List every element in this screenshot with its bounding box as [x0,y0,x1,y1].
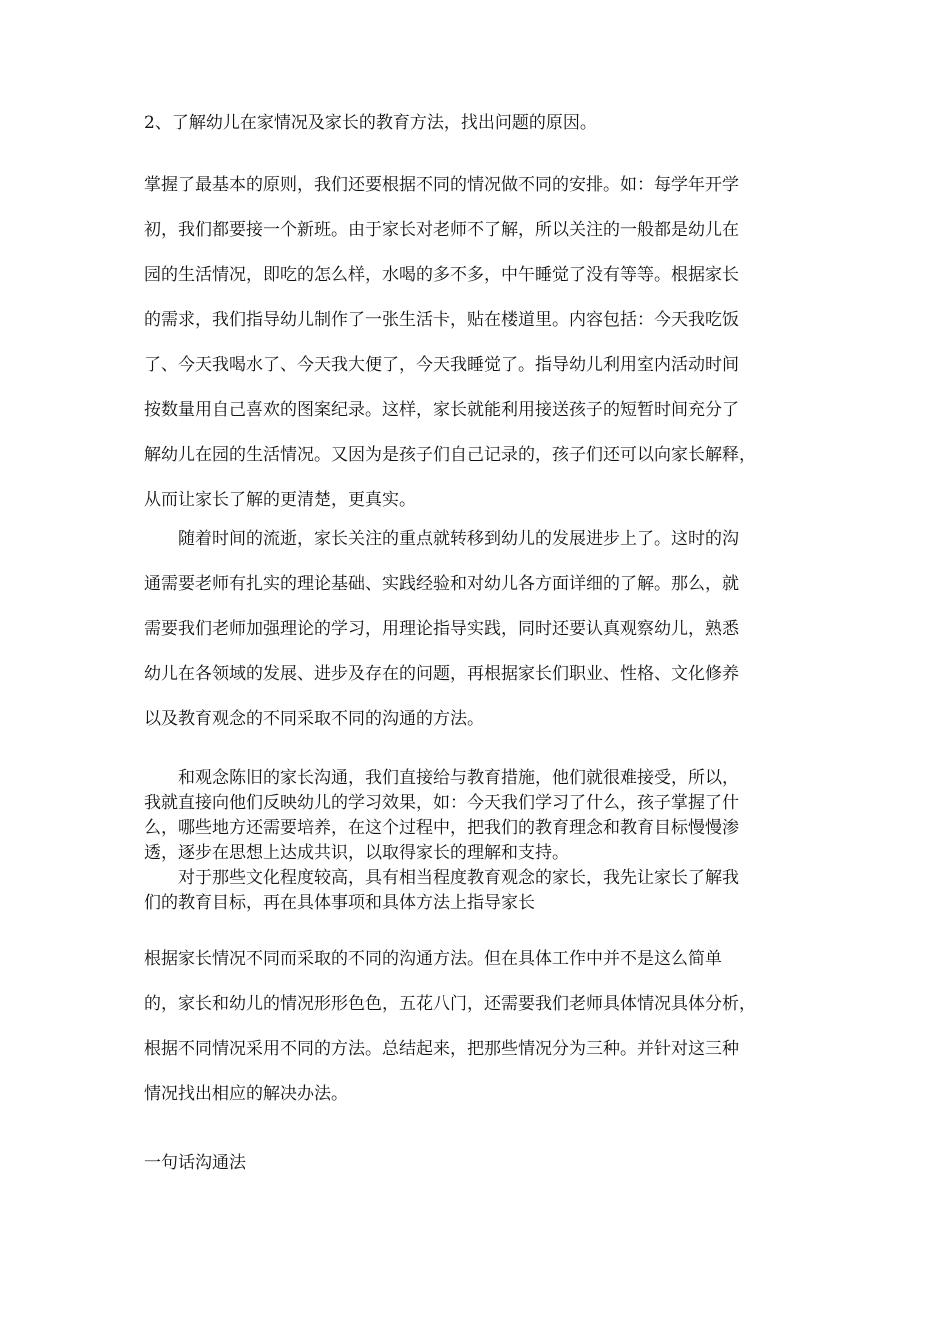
paragraph-line: 按数量用自己喜欢的图案纪录。这样，家长就能利用接送孩子的短暂时间充分了 [144,400,739,420]
paragraph-line: 了、今天我喝水了、今天我大便了，今天我睡觉了。指导幼儿利用室内活动时间 [144,355,739,375]
paragraph-line: 和观念陈旧的家长沟通，我们直接给与教育措施，他们就很难接受，所以， [178,768,739,788]
paragraph-line: 需要我们老师加强理论的学习，用理论指导实践，同时还要认真观察幼儿，熟悉 [144,619,739,639]
paragraph-3 [144,766,808,866]
paragraph-line: 情况找出相应的解决办法。 [144,1084,348,1104]
paragraph-line: 透，逐步在思想上达成共识，以取得家长的理解和支持。 [144,843,569,863]
paragraph-line: 么，哪些地方还需要培养，在这个过程中，把我们的教育理念和教育目标慢慢渗 [144,818,739,838]
paragraph-line: 掌握了最基本的原则，我们还要根据不同的情况做不同的安排。如：每学年开学 [144,175,739,195]
paragraph-line: 的，家长和幼儿的情况形形色色，五花八门，还需要我们老师具体情况具体分析， [144,994,756,1014]
paragraph-line: 随着时间的流逝，家长关注的重点就转移到幼儿的发展进步上了。这时的沟 [178,529,739,549]
paragraph-line: 的需求，我们指导幼儿制作了一张生活卡，贴在楼道里。内容包括：今天我吃饭 [144,310,739,330]
paragraph-1 [144,163,808,523]
paragraph-5 [144,937,808,1117]
paragraph-line: 通需要老师有扎实的理论基础、实践经验和对幼儿各方面详细的了解。那么，就 [144,574,739,594]
section-heading [144,108,808,138]
paragraph-line: 园的生活情况，即吃的怎么样，水喝的多不多，中午睡觉了没有等等。根据家长 [144,265,739,285]
paragraph-line: 从而让家长了解的更清楚，更真实。 [144,490,416,510]
paragraph-4 [144,866,808,916]
paragraph-line: 以及教育观念的不同采取不同的沟通的方法。 [144,709,484,729]
paragraph-line: 们的教育目标，再在具体事项和具体方法上指导家长 [144,893,535,913]
heading-text: 2、了解幼儿在家情况及家长的教育方法，找出问题的原因。 [144,113,597,133]
paragraph-line: 解幼儿在园的生活情况。又因为是孩子们自己记录的，孩子们还可以向家长解释， [144,445,756,465]
paragraph-line: 根据家长情况不同而采取的不同的沟通方法。但在具体工作中并不是这么简单 [144,949,722,969]
sub-heading [144,1148,808,1178]
paragraph-line: 幼儿在各领域的发展、进步及存在的问题，再根据家长们职业、性格、文化修养 [144,664,739,684]
paragraph-2 [144,517,808,742]
paragraph-line: 初，我们都要接一个新班。由于家长对老师不了解，所以关注的一般都是幼儿在 [144,220,739,240]
paragraph-line: 根据不同情况采用不同的方法。总结起来，把那些情况分为三种。并针对这三种 [144,1039,739,1059]
paragraph-line: 对于那些文化程度较高，具有相当程度教育观念的家长，我先让家长了解我 [178,868,739,888]
paragraph-line: 我就直接向他们反映幼儿的学习效果，如：今天我们学习了什么，孩子掌握了什 [144,793,739,813]
subheading-text: 一句话沟通法 [144,1153,246,1173]
